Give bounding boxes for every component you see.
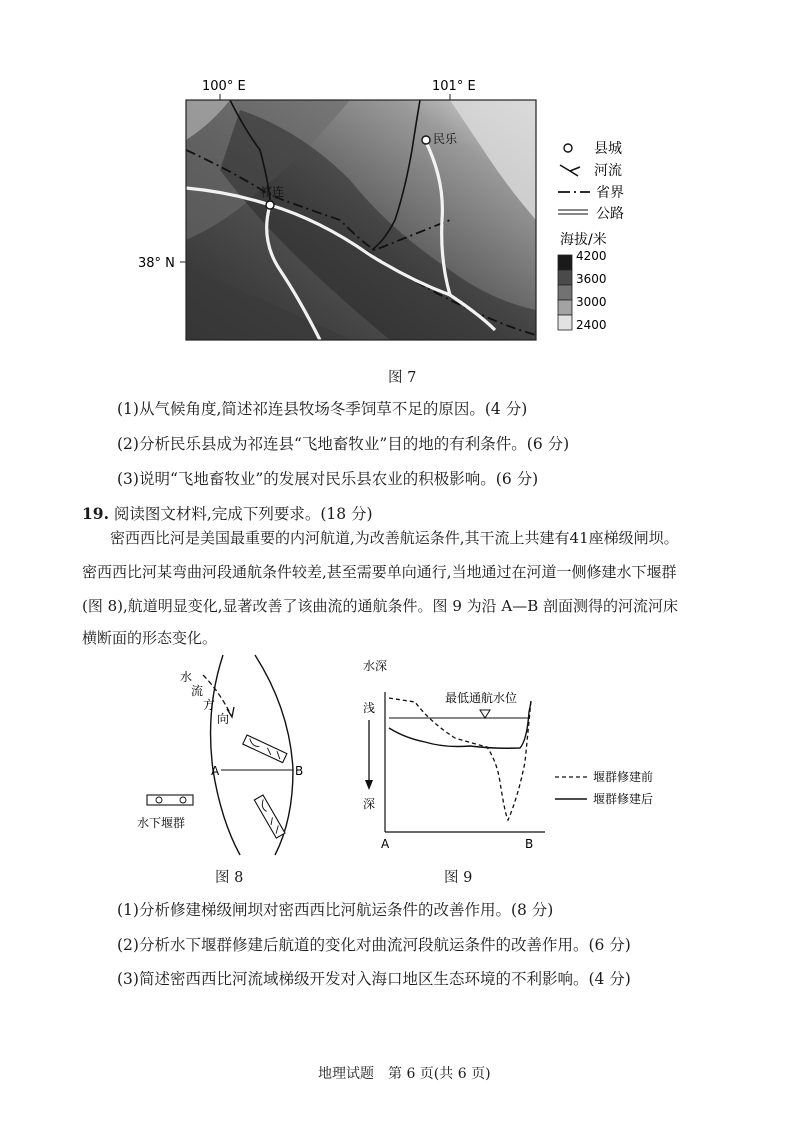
weir-legend-symbol	[147, 795, 193, 805]
elev-swatch-3300	[558, 285, 572, 300]
profile-before	[389, 698, 531, 820]
inner-bank	[211, 655, 240, 855]
elev-swatch-4200	[558, 255, 572, 270]
legend-elev-title: 海拔/米	[560, 232, 607, 248]
q19-heading-row	[82, 502, 373, 524]
lon-label-right: 101° E	[432, 79, 476, 94]
depth-arrowhead	[365, 780, 373, 790]
profile-after	[389, 702, 531, 748]
legend-border-label: 省界	[596, 185, 624, 201]
q19-sub2: (2)分析水下堰群修建后航道的变化对曲流河段航运条件的改善作用。(6 分)	[117, 936, 631, 954]
figure-7-caption: 图 7	[388, 370, 417, 386]
flow-char-1: 水	[180, 670, 193, 684]
flow-char-3: 方	[203, 698, 216, 712]
figure-8-caption: 图 8	[215, 870, 244, 886]
city-label-minle: 民乐	[433, 132, 458, 146]
county-marker-qilian	[266, 201, 274, 209]
water-level-label: 最低通航水位	[445, 691, 518, 705]
legend-county-symbol	[564, 144, 572, 152]
flow-char-2: 流	[191, 684, 204, 698]
legend-river-label: 河流	[594, 163, 622, 179]
city-label-qilian: 祁连	[260, 185, 285, 199]
legend-before-label: 堰群修建前	[593, 770, 654, 784]
elev-tick-3000: 3000	[576, 295, 607, 309]
figure-9-svg	[355, 652, 675, 857]
elev-tick-4200: 4200	[576, 249, 607, 263]
q19-para-line-4: 横断面的形态变化。	[82, 629, 218, 647]
weir-upper	[243, 735, 287, 763]
q18-sub3: (3)说明“飞地畜牧业”的发展对民乐县农业的积极影响。(6 分)	[117, 470, 539, 488]
q19-number: 19.	[82, 504, 109, 523]
legend-river-symbol	[560, 165, 580, 176]
q19-para-line-2: 密西西比河某弯曲河段通航条件较差,甚至需要单向通行,当地通过在河道一侧修建水下堰群	[82, 563, 677, 581]
point-a-label: A	[211, 764, 220, 778]
figure-8	[135, 655, 315, 855]
q19-sub1: (1)分析修建梯级闸坝对密西西比河航运条件的改善作用。(8 分)	[117, 901, 554, 919]
x-label-b: B	[525, 837, 534, 851]
elev-swatch-2800	[558, 300, 572, 315]
flow-char-4: 向	[217, 712, 230, 726]
legend-road-label: 公路	[596, 206, 624, 222]
q19-para-line-1: 密西西比河是美国最重要的内河航道,为改善航运条件,其干流上共建有41座梯级闸坝。	[110, 529, 679, 547]
figure-7	[138, 70, 670, 360]
figure-7-svg	[138, 70, 670, 360]
legend-county-label: 县城	[594, 141, 622, 157]
elev-swatch-3800	[558, 270, 572, 285]
q19-sub3: (3)简述密西西比河流域梯级开发对入海口地区生态环境的不利影响。(4 分)	[117, 970, 631, 988]
elev-tick-3600: 3600	[576, 272, 607, 286]
county-marker-minle	[422, 136, 430, 144]
figure-8-svg	[135, 655, 315, 855]
page-footer: 地理试题 第 6 页(共 6 页)	[318, 1066, 491, 1082]
lon-label-left: 100° E	[202, 79, 246, 94]
map-legend	[558, 141, 624, 332]
weir-lower	[254, 795, 285, 838]
elev-tick-2400: 2400	[576, 318, 607, 332]
q19-para-line-3: (图 8),航道明显变化,显著改善了该曲流的通航条件。图 9 为沿 A—B 剖面测得的河流河床	[82, 597, 679, 615]
q18-sub2: (2)分析民乐县成为祁连县“飞地畜牧业”目的地的有利条件。(6 分)	[117, 435, 570, 453]
weir-legend-label: 水下堰群	[137, 816, 186, 830]
shallow-label: 浅	[363, 701, 376, 715]
point-b-label: B	[295, 764, 304, 778]
x-label-a: A	[381, 837, 390, 851]
legend-after-label: 堰群修建后	[593, 792, 654, 806]
y-axis-label: 水深	[363, 659, 388, 673]
elev-swatch-2400	[558, 315, 572, 330]
deep-label: 深	[363, 797, 376, 811]
figure-9	[355, 652, 675, 857]
figure-9-caption: 图 9	[444, 870, 473, 886]
q18-sub1: (1)从气候角度,简述祁连县牧场冬季饲草不足的原因。(4 分)	[117, 400, 528, 418]
map-relief	[186, 100, 536, 340]
q19-heading: 阅读图文材料,完成下列要求。(18 分)	[113, 505, 373, 523]
water-level-triangle	[480, 710, 490, 718]
lat-label: 38° N	[138, 256, 175, 271]
